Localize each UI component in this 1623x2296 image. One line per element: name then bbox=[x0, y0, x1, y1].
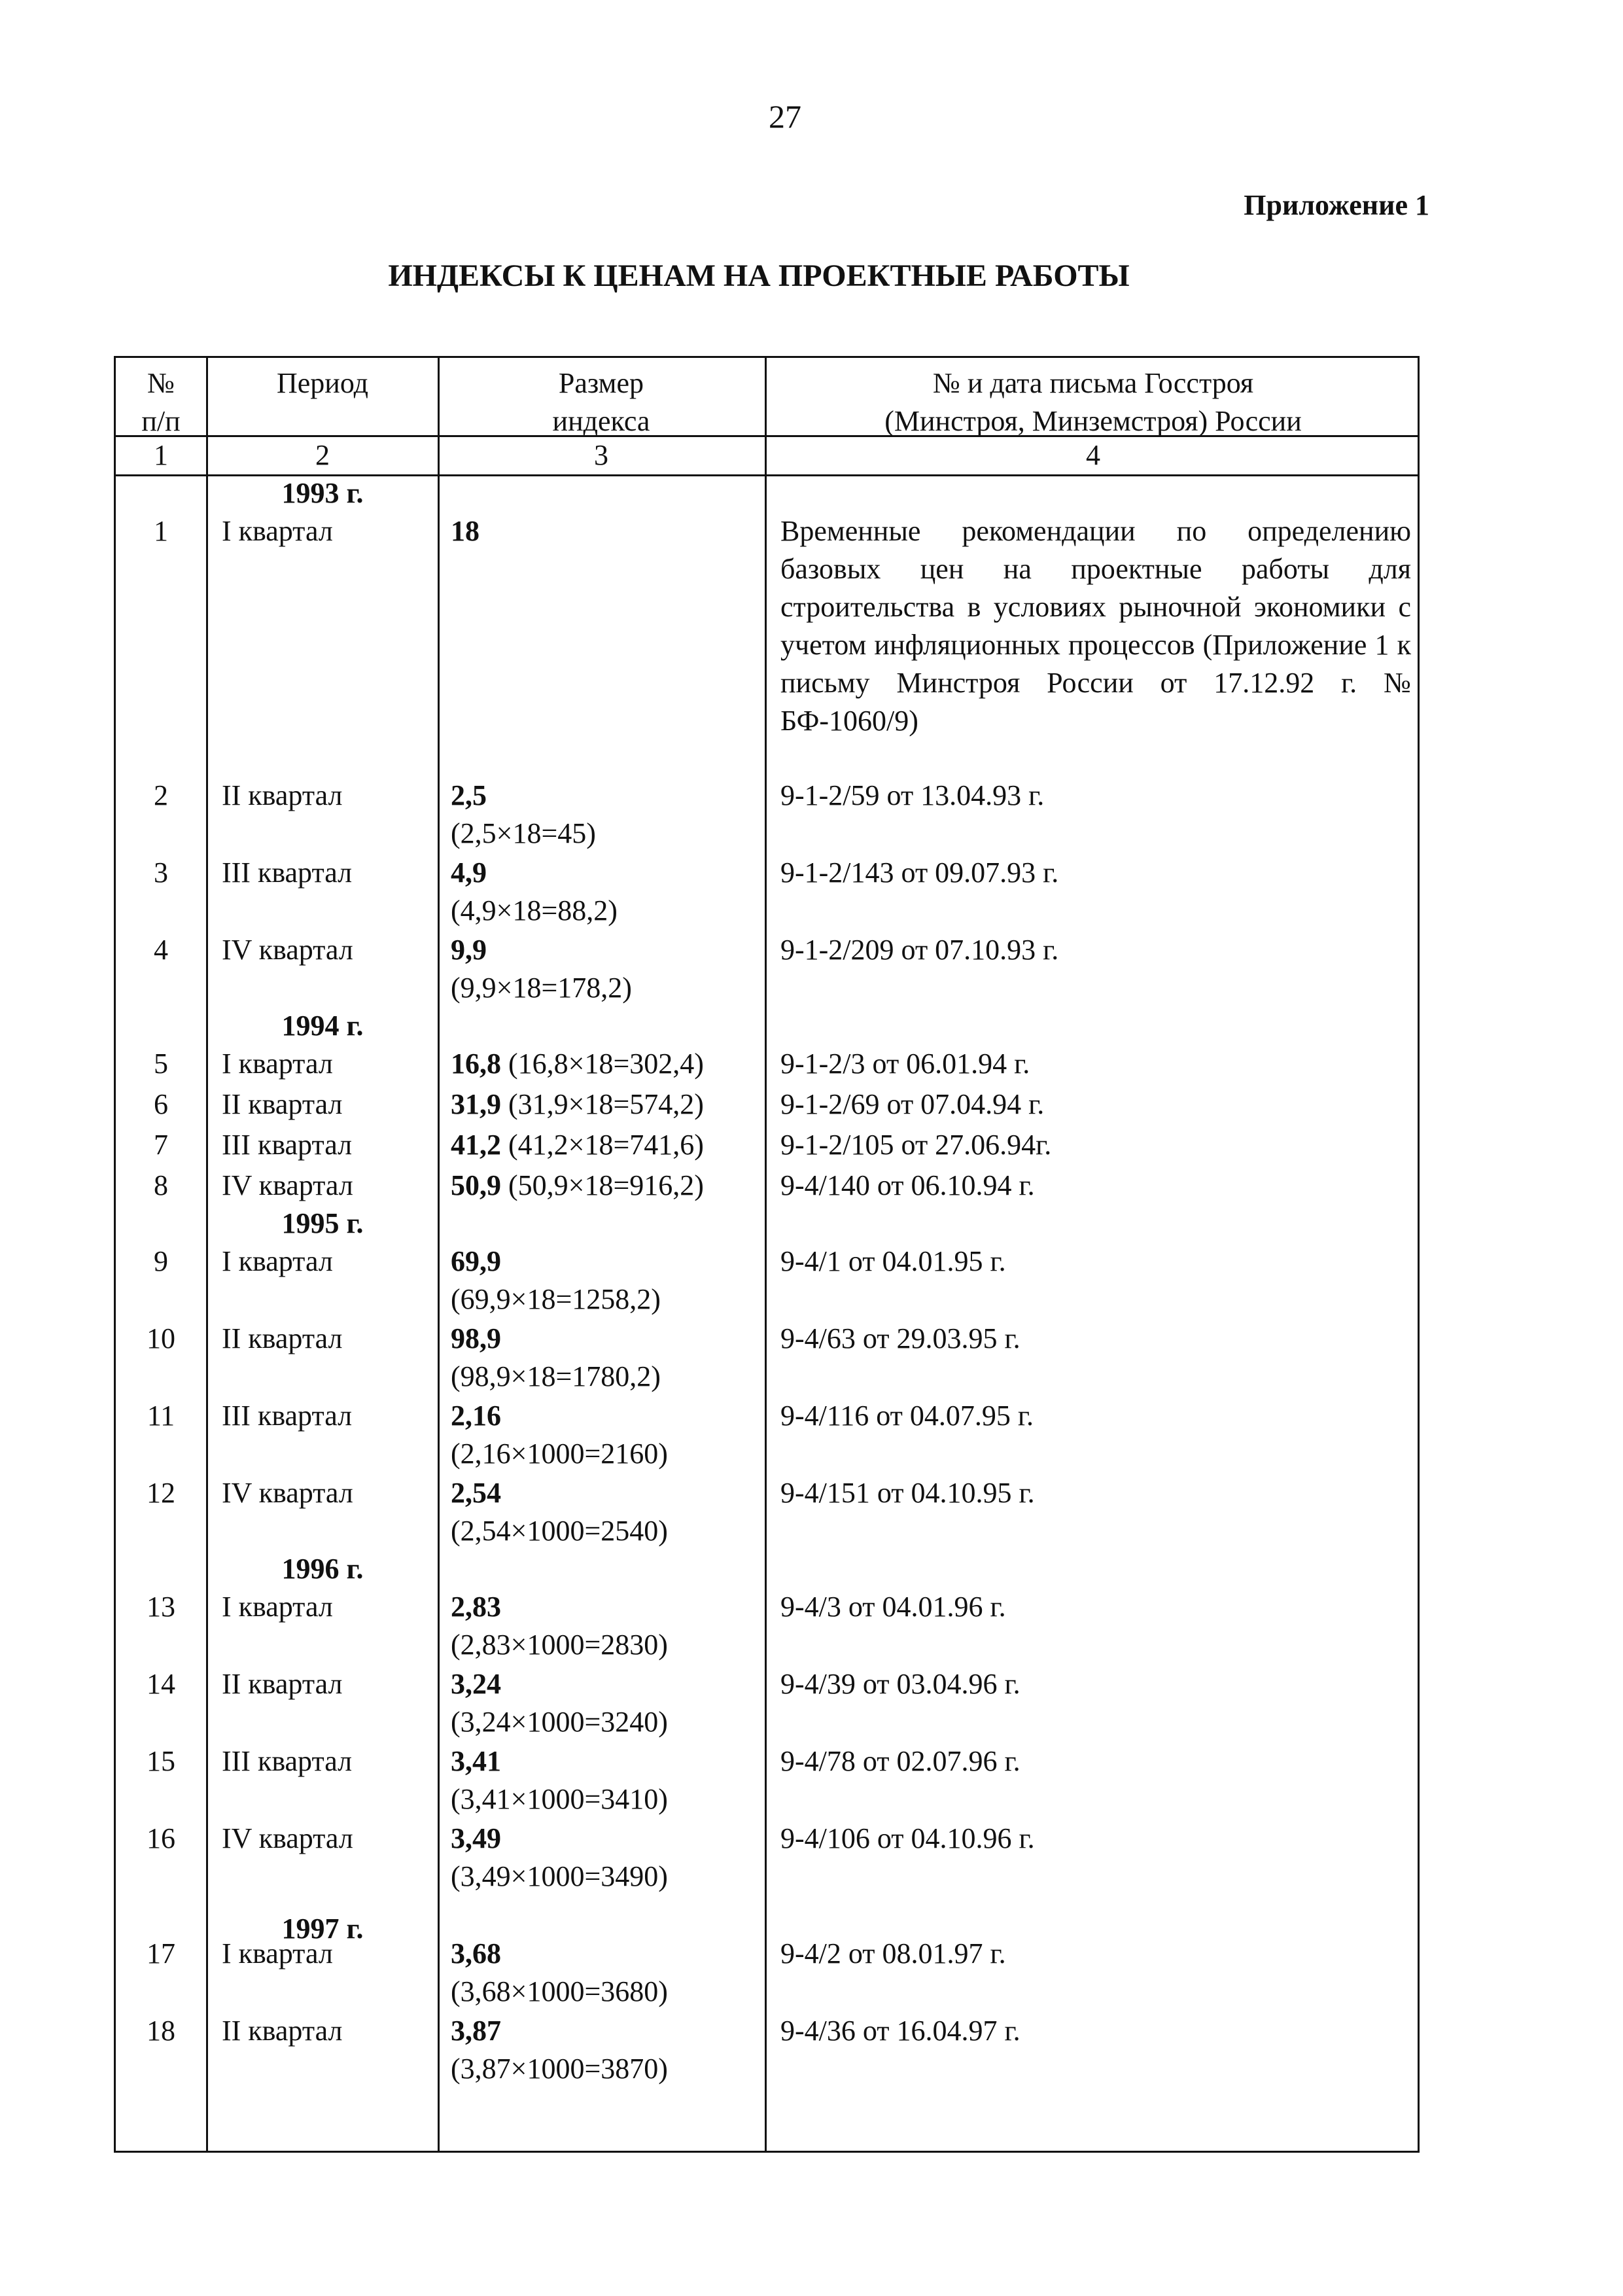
row-number: 16 bbox=[147, 1822, 175, 1854]
row-index-calc: (3,87×1000=3870) bbox=[451, 2053, 668, 2085]
row-period: II квартал bbox=[222, 779, 343, 811]
row-period: I квартал bbox=[222, 1048, 333, 1080]
row-number: 9 bbox=[154, 1245, 168, 1277]
year-heading-1997: 1997 г. bbox=[281, 1913, 364, 1945]
row-index-calc: (2,16×1000=2160) bbox=[451, 1438, 668, 1470]
row-period: IV квартал bbox=[222, 934, 353, 966]
row-index bbox=[451, 1935, 771, 2011]
row-number: 4 bbox=[154, 934, 168, 966]
column-divider bbox=[438, 358, 440, 2151]
row-number: 11 bbox=[147, 1400, 175, 1432]
column-number-1: 1 bbox=[154, 439, 168, 471]
row-index bbox=[451, 1742, 771, 1818]
row-index-value: 18 bbox=[451, 515, 480, 547]
row-index-value: 3,87 bbox=[451, 2015, 501, 2047]
row-period: II квартал bbox=[222, 2015, 343, 2047]
document-title: ИНДЕКСЫ К ЦЕНАМ НА ПРОЕКТНЫЕ РАБОТЫ bbox=[388, 258, 1130, 293]
row-number: 13 bbox=[147, 1591, 175, 1623]
column-number-2: 2 bbox=[315, 439, 330, 471]
row-letter: 9-1-2/143 от 09.07.93 г. bbox=[780, 857, 1059, 889]
page-number: 27 bbox=[769, 98, 801, 135]
row-index-value: 16,8 bbox=[451, 1048, 501, 1080]
header-letter bbox=[765, 364, 1422, 440]
row-index-value: 31,9 bbox=[451, 1088, 501, 1120]
row-index bbox=[451, 1086, 771, 1123]
row-index-value: 69,9 bbox=[451, 1245, 501, 1277]
row-period: II квартал bbox=[222, 1088, 343, 1120]
row-index bbox=[451, 1320, 771, 1396]
price-index-table bbox=[114, 356, 1420, 2153]
row-letter: 9-1-2/59 от 13.04.93 г. bbox=[780, 779, 1045, 811]
row-index bbox=[451, 1243, 771, 1318]
column-number-4: 4 bbox=[1086, 439, 1100, 471]
row-period: III квартал bbox=[222, 1129, 353, 1161]
row-index-value: 50,9 bbox=[451, 1169, 501, 1201]
row-number: 14 bbox=[147, 1668, 175, 1700]
row-index bbox=[451, 1474, 771, 1550]
row-number: 18 bbox=[147, 2015, 175, 2047]
row-letter: 9-1-2/209 от 07.10.93 г. bbox=[780, 934, 1059, 966]
row-index bbox=[451, 1167, 771, 1205]
row-index-calc: (69,9×18=1258,2) bbox=[451, 1283, 661, 1315]
row-index-calc: (2,54×1000=2540) bbox=[451, 1515, 668, 1547]
row-index-calc: (3,49×1000=3490) bbox=[451, 1860, 668, 1892]
row-letter: 9-4/36 от 16.04.97 г. bbox=[780, 2015, 1021, 2047]
header-index bbox=[438, 364, 765, 440]
row-period: II квартал bbox=[222, 1668, 343, 1700]
row-period: IV квартал bbox=[222, 1477, 353, 1509]
year-heading-1994: 1994 г. bbox=[281, 1010, 364, 1042]
row-index-calc: (98,9×18=1780,2) bbox=[451, 1360, 661, 1392]
row-letter: 9-4/2 от 08.01.97 г. bbox=[780, 1937, 1006, 1969]
row-index-calc: (16,8×18=302,4) bbox=[508, 1048, 704, 1080]
row-index-value: 2,16 bbox=[451, 1400, 501, 1432]
row-index-calc: (2,5×18=45) bbox=[451, 817, 596, 849]
row-letter: 9-1-2/69 от 07.04.94 г. bbox=[780, 1088, 1045, 1120]
row-index bbox=[451, 1045, 771, 1083]
row-index-value: 3,68 bbox=[451, 1937, 501, 1969]
year-heading-1993: 1993 г. bbox=[281, 477, 364, 509]
header-index-line2: индекса bbox=[552, 405, 650, 437]
header-index-line1: Размер bbox=[558, 367, 644, 399]
header-number-line2: п/п bbox=[141, 405, 181, 437]
row-letter: 9-1-2/3 от 06.01.94 г. bbox=[780, 1048, 1030, 1080]
row-index bbox=[451, 1588, 771, 1664]
row-index-value: 41,2 bbox=[451, 1129, 501, 1161]
header-letter-line2: (Минстроя, Минземстроя) России bbox=[884, 405, 1302, 437]
row-period: I квартал bbox=[222, 1591, 333, 1623]
row-index-calc: (2,83×1000=2830) bbox=[451, 1629, 668, 1661]
row-number: 17 bbox=[147, 1937, 175, 1969]
row-index-value: 3,24 bbox=[451, 1668, 501, 1700]
row-index-value: 98,9 bbox=[451, 1322, 501, 1354]
row-index bbox=[451, 777, 771, 853]
appendix-label: Приложение 1 bbox=[1244, 189, 1429, 221]
row-index-value: 2,54 bbox=[451, 1477, 501, 1509]
row-letter: Временные рекомендации по определению базовых цен на проектные работы для строительства в условиях рыночной экономики с учетом инфляционных процессов (Приложение 1 к письму Минстроя России от 17.12.92 г. № БФ-1060/9) bbox=[780, 515, 1411, 737]
row-letter: 9-4/1 от 04.01.95 г. bbox=[780, 1245, 1006, 1277]
row-index-value: 4,9 bbox=[451, 857, 487, 889]
row-letter: 9-4/106 от 04.10.96 г. bbox=[780, 1822, 1035, 1854]
row-index bbox=[451, 1126, 771, 1164]
row-number: 10 bbox=[147, 1322, 175, 1354]
row-index-value: 9,9 bbox=[451, 934, 487, 966]
row-period: III квартал bbox=[222, 1745, 353, 1777]
row-number: 15 bbox=[147, 1745, 175, 1777]
row-index bbox=[451, 931, 771, 1007]
row-index-value: 3,49 bbox=[451, 1822, 501, 1854]
row-letter: 9-1-2/105 от 27.06.94г. bbox=[780, 1129, 1052, 1161]
year-heading-1996: 1996 г. bbox=[281, 1553, 364, 1585]
row-period: I квартал bbox=[222, 515, 333, 547]
year-heading-1995: 1995 г. bbox=[281, 1207, 364, 1239]
row-number: 7 bbox=[154, 1129, 168, 1161]
row-index-value: 3,41 bbox=[451, 1745, 501, 1777]
row-index bbox=[451, 1397, 771, 1473]
row-index-calc: (31,9×18=574,2) bbox=[508, 1088, 704, 1120]
row-index-calc: (41,2×18=741,6) bbox=[508, 1129, 704, 1161]
row-number: 1 bbox=[154, 515, 168, 547]
row-index-value: 2,5 bbox=[451, 779, 487, 811]
row-period: III квартал bbox=[222, 1400, 353, 1432]
row-index-calc: (9,9×18=178,2) bbox=[451, 972, 632, 1004]
row-index bbox=[451, 2012, 771, 2088]
row-period: III квартал bbox=[222, 857, 353, 889]
row-index-calc: (50,9×18=916,2) bbox=[508, 1169, 704, 1201]
column-divider bbox=[206, 358, 208, 2151]
row-index-calc: (3,68×1000=3680) bbox=[451, 1975, 668, 2007]
row-number: 5 bbox=[154, 1048, 168, 1080]
header-number-line1: № bbox=[147, 367, 175, 399]
row-period: IV квартал bbox=[222, 1169, 353, 1201]
row-letter: 9-4/63 от 29.03.95 г. bbox=[780, 1322, 1021, 1354]
row-number: 3 bbox=[154, 857, 168, 889]
row-letter: 9-4/116 от 04.07.95 г. bbox=[780, 1400, 1034, 1432]
row-period: I квартал bbox=[222, 1245, 333, 1277]
row-letter: 9-4/3 от 04.01.96 г. bbox=[780, 1591, 1006, 1623]
row-letter: 9-4/39 от 03.04.96 г. bbox=[780, 1668, 1021, 1700]
column-number-3: 3 bbox=[594, 439, 608, 471]
row-index-calc: (3,24×1000=3240) bbox=[451, 1706, 668, 1738]
row-number: 6 bbox=[154, 1088, 168, 1120]
row-index bbox=[451, 854, 771, 930]
row-index bbox=[451, 1665, 771, 1741]
row-number: 2 bbox=[154, 779, 168, 811]
row-period: IV квартал bbox=[222, 1822, 353, 1854]
row-period: I квартал bbox=[222, 1937, 333, 1969]
row-index-value: 2,83 bbox=[451, 1591, 501, 1623]
row-period: II квартал bbox=[222, 1322, 343, 1354]
row-letter: 9-4/78 от 02.07.96 г. bbox=[780, 1745, 1021, 1777]
row-index-calc: (3,41×1000=3410) bbox=[451, 1783, 668, 1815]
header-letter-line1: № и дата письма Госстроя bbox=[932, 367, 1254, 399]
header-period: Период bbox=[277, 367, 368, 399]
row-number: 12 bbox=[147, 1477, 175, 1509]
header-number bbox=[116, 364, 206, 440]
row-number: 8 bbox=[154, 1169, 168, 1201]
row-index-calc: (4,9×18=88,2) bbox=[451, 894, 618, 927]
row-letter: 9-4/151 от 04.10.95 г. bbox=[780, 1477, 1035, 1509]
row-letter: 9-4/140 от 06.10.94 г. bbox=[780, 1169, 1035, 1201]
row-index bbox=[451, 1820, 771, 1896]
